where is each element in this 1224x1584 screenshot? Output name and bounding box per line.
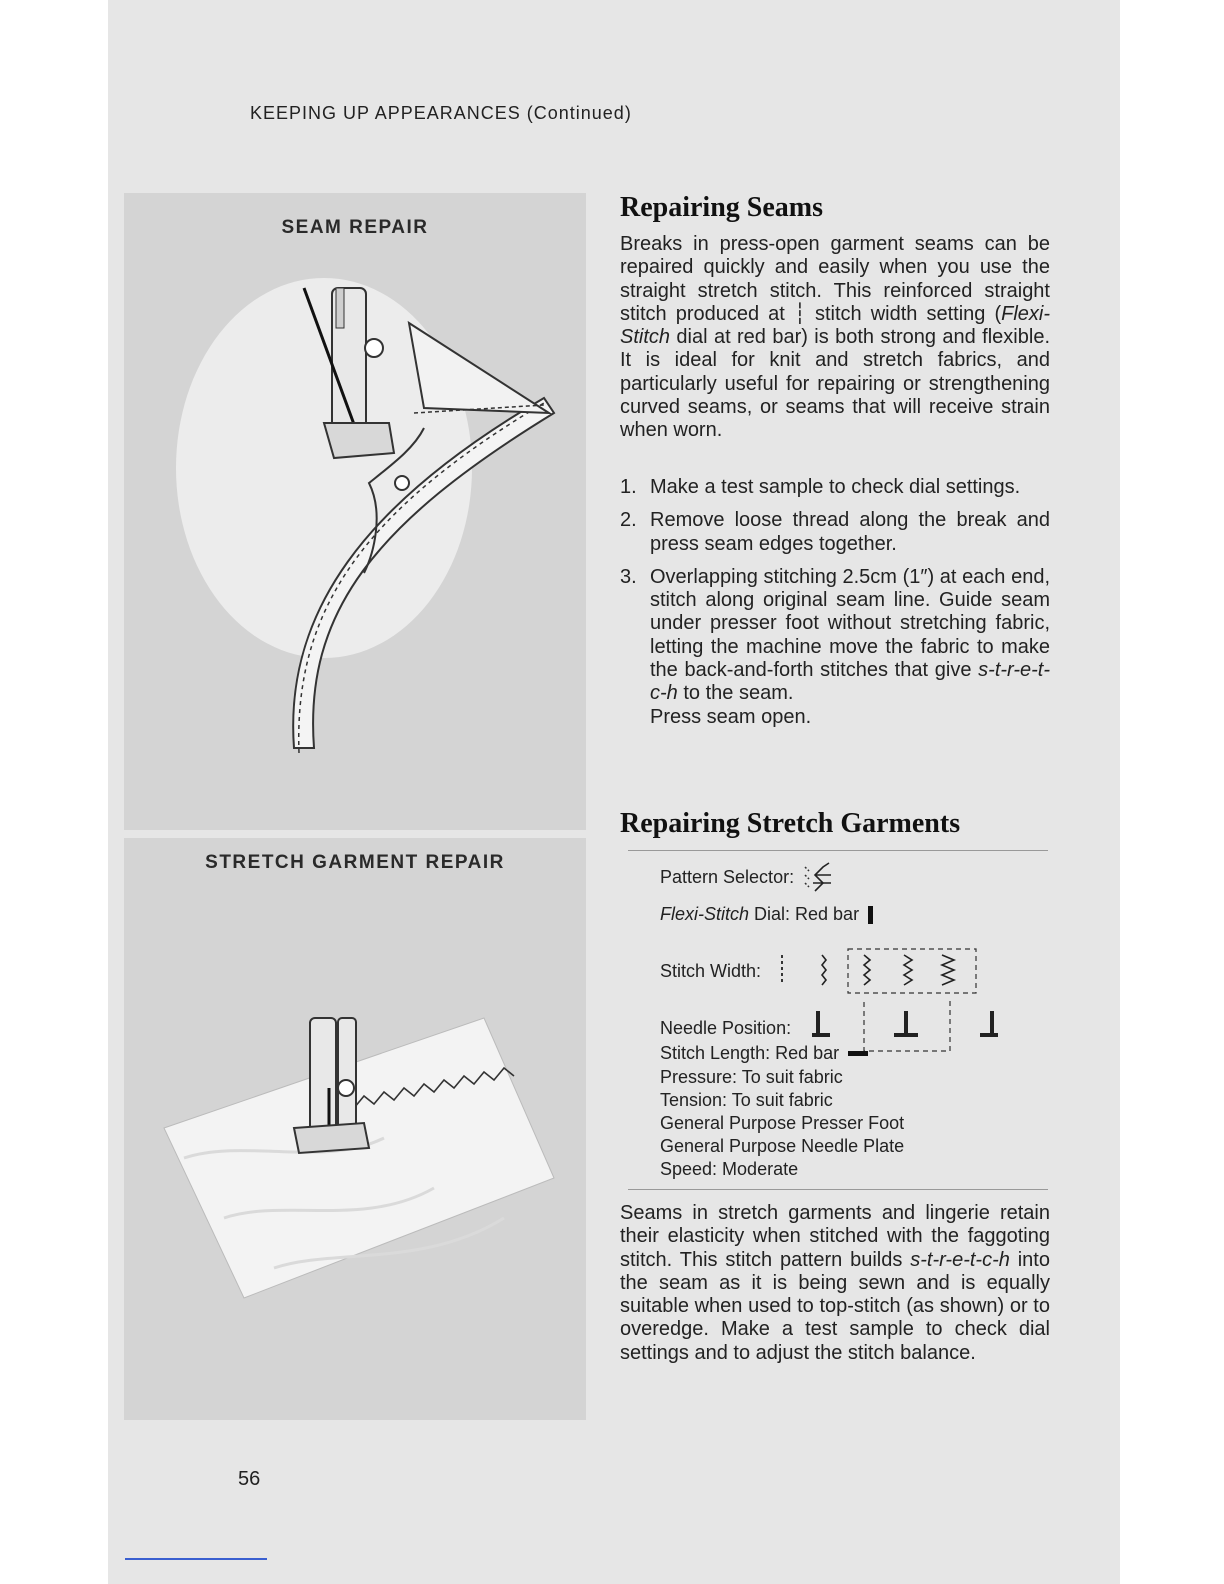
repairing-stretch-heading: Repairing Stretch Garments <box>620 808 961 839</box>
flexi-stitch-row: Flexi-Stitch Dial: Red bar <box>660 904 878 926</box>
needle-position-row: Needle Position: <box>660 1001 1016 1057</box>
stretch-garment-illustration <box>124 838 586 1420</box>
red-bar-icon <box>864 904 878 926</box>
seam-repair-figure <box>124 193 586 830</box>
stitch-length-row: Stitch Length: Red bar <box>660 1043 872 1064</box>
speed-row: Speed: Moderate <box>660 1159 799 1179</box>
stretch-garment-label: STRETCH GARMENT REPAIR <box>205 852 505 873</box>
page-number: 56 <box>238 1468 261 1490</box>
tension-row: Tension: To suit fabric <box>660 1090 833 1110</box>
list-item: 1. Make a test sample to check dial settings. <box>620 476 1021 498</box>
stitch-width-row: Stitch Width: <box>660 947 996 997</box>
pressure-row: Pressure: To suit fabric <box>660 1067 843 1087</box>
stretch-garment-figure <box>124 838 586 1420</box>
presser-foot-row: General Purpose Presser Foot <box>660 1113 905 1133</box>
list-item: 3. Overlapping stitching 2.5cm (1″) at each end, stitch along original seam line. Guide seam under presser foot without stretching fabric, letting the machine move the fabric to make the back-and-forth stitches that give s-t-r-e-t-c-h to the seam. Press seam open. <box>620 565 1050 728</box>
stitch-width-scale-icon <box>766 947 996 997</box>
straight-stitch-symbol: ┆ <box>793 302 806 325</box>
repair-steps-list <box>620 476 1050 739</box>
repairing-stretch-paragraph: Seams in stretch garments and lingerie retain their elasticity when stitched with the faggoting stitch. This stitch pattern builds s-t-r-e-t-c-h into the seam as it is being sewn and is equally suitable when used to top-stitch (as shown) or to overedge. Make a test sample to check dial settings and to adjust the stitch balance. <box>620 1202 1050 1364</box>
list-item: 2. Remove loose thread along the break and press seam edges together. <box>620 509 1050 555</box>
seam-repair-label: SEAM REPAIR <box>281 217 429 238</box>
seam-repair-illustration <box>124 193 586 830</box>
length-bar-icon <box>844 1047 872 1061</box>
repairing-seams-paragraph: Breaks in press-open garment seams can be repaired quickly and easily when you use the straight stretch stitch. This reinforced straight stitch produced at ┆ stitch width setting (Flexi-Stitch dial at red bar) is both strong and flexible. It is ideal for knit and stretch fabrics, and particularly useful for repairing or strengthening curved seams, or seams that will receive strain when worn. <box>620 233 1050 442</box>
repairing-seams-heading: Repairing Seams <box>620 192 823 223</box>
needle-plate-row: General Purpose Needle Plate <box>660 1136 905 1156</box>
running-head: KEEPING UP APPEARANCES (Continued) <box>250 103 632 123</box>
machine-settings-box <box>628 850 1048 1190</box>
pattern-selector-row: Pattern Selector: <box>660 861 839 895</box>
faggoting-stitch-icon <box>799 861 839 895</box>
page-edge-mark <box>125 1558 267 1560</box>
